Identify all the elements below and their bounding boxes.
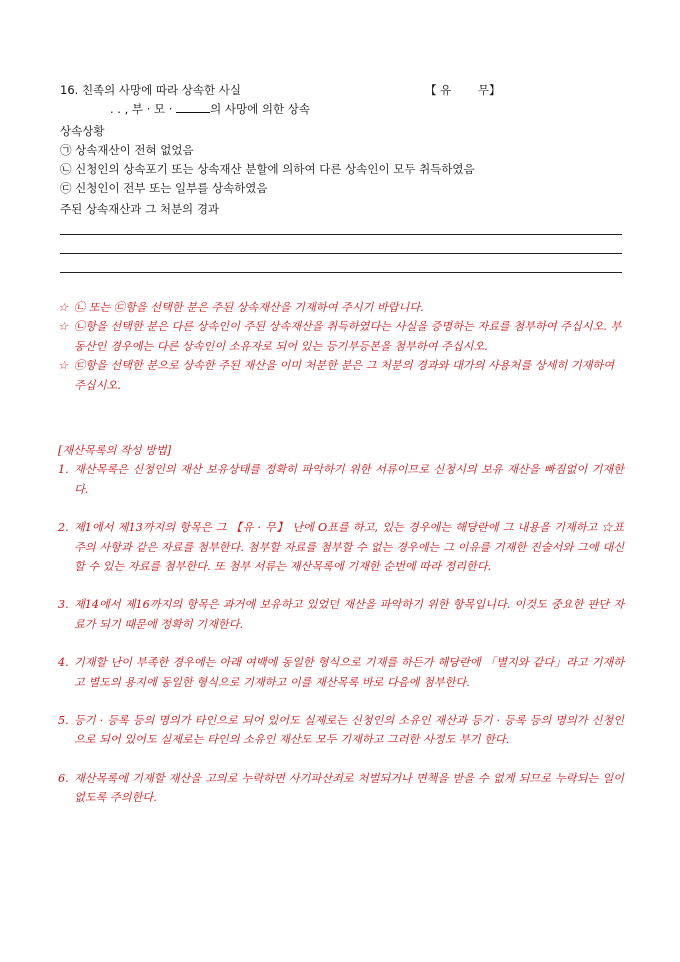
method-block [58,441,624,808]
method-item-3 [58,595,624,634]
note-text: ㉡ 또는 ㉢항을 선택한 분은 주된 상속재산을 기재하여 주시기 바랍니다. [74,301,424,314]
item-text: 재산목록에 기재할 재산을 고의로 누락하면 사기파산죄로 처벌되거나 면책을 받을 수 없게 되므로 누락되는 일이 없도록 주의한다. [74,771,624,805]
method-heading: [재산목록의 작성 방법] [58,444,172,457]
method-item-1 [58,460,624,499]
relation-blank[interactable] [176,101,210,113]
item-text: 재산목록은 신청인의 재산 보유상태를 정확히 파악하기 위한 서류이므로 신청시의 보유 재산을 빠짐없이 기재한다. [74,463,624,496]
notes-block [58,298,624,395]
method-item-6 [58,769,624,808]
item-text: 제14에서 제16까지의 항목은 과거에 보유하고 있었던 재산을 파악하기 위한 항목입니다. 이것도 중요한 판단 자료가 되기 때문에 정확히 기재한다. [74,598,624,631]
option-a[interactable]: ㉠ 상속재산이 전혀 없었음 [60,143,194,157]
write-line-1[interactable] [60,234,622,235]
item-number: 3. [58,598,69,612]
write-line-3[interactable] [60,272,622,273]
relation-prefix: . . , 부 · 모 · [110,102,173,116]
item-number: 5. [58,714,69,728]
method-item-2 [58,518,624,576]
method-item-5 [58,711,624,750]
item-text: 제1에서 제13까지의 항목은 그 【유 · 무】 난에 O표를 하고, 있는 경우에는 해당란에 그 내용을 기재하고 ☆표 주의 사항과 같은 자료를 첨부한다. 첨부할 자료를 첨부할 수 없는 경우에는 그 이유를 기재한 진술서와 그에 대신할 수 있는 자료를 첨부한다. 또 첨부 서류는 재산목록에 기재한 순번에 따라 정리한다. [74,521,624,574]
star-mark: ☆ [58,320,69,334]
method-item-4 [58,653,624,692]
item-number: 6. [58,771,69,785]
yes-no-field[interactable]: 【 유 무】 [425,83,501,97]
item-number: 1. [58,463,69,477]
note-text: ㉢항을 선택한 분으로 상속한 주된 재산을 이미 처분한 분은 그 처분의 경과와 대가의 사용처를 상세히 기재하여 주십시오. [74,359,615,392]
note-1 [58,298,624,317]
note-2 [58,317,624,356]
status-heading: 상속상황 [60,124,105,138]
option-c[interactable]: ㉢ 신청인이 전부 또는 일부를 상속하였음 [60,181,268,195]
relation-line [110,101,310,117]
option-b[interactable]: ㉡ 신청인의 상속포기 또는 상속재산 분할에 의하여 다른 상속인이 모두 취득하였음 [60,162,475,176]
star-mark: ☆ [58,359,69,373]
item-number: 2. [58,521,69,535]
main-assets-heading: 주된 상속재산과 그 처분의 경과 [60,202,220,216]
note-text: ㉡항을 선택한 분은 다른 상속인이 주된 상속재산을 취득하였다는 사실을 증명하는 자료를 첨부하여 주십시오. 부동산인 경우에는 다른 상속인이 소유자로 되어 있는 등기부등본을 첨부하여 주십시오. [74,320,622,353]
item-text: 기재할 난이 부족한 경우에는 아래 여백에 동일한 형식으로 기재를 하든가 해당란에 「별지와 같다」라고 기재하고 별도의 용지에 동일한 형식으로 기재하고 이를 재산목록 바로 다음에 첨부한다. [74,656,624,689]
item-text: 등기 · 등록 등의 명의가 타인으로 되어 있어도 실제로는 신청인의 소유인 재산과 등기 · 등록 등의 명의가 신청인으로 되어 있어도 실제로는 타인의 소유인 재산도 모두 기재하고 그러한 사정도 부기 한다. [74,714,624,747]
relation-suffix: 의 사망에 의한 상속 [210,102,310,116]
item16-title: 16. 친족의 사망에 따라 상속한 사실 [60,83,241,97]
item-number: 4. [58,656,69,670]
write-line-2[interactable] [60,253,622,254]
star-mark: ☆ [58,301,69,314]
note-3 [58,356,624,395]
